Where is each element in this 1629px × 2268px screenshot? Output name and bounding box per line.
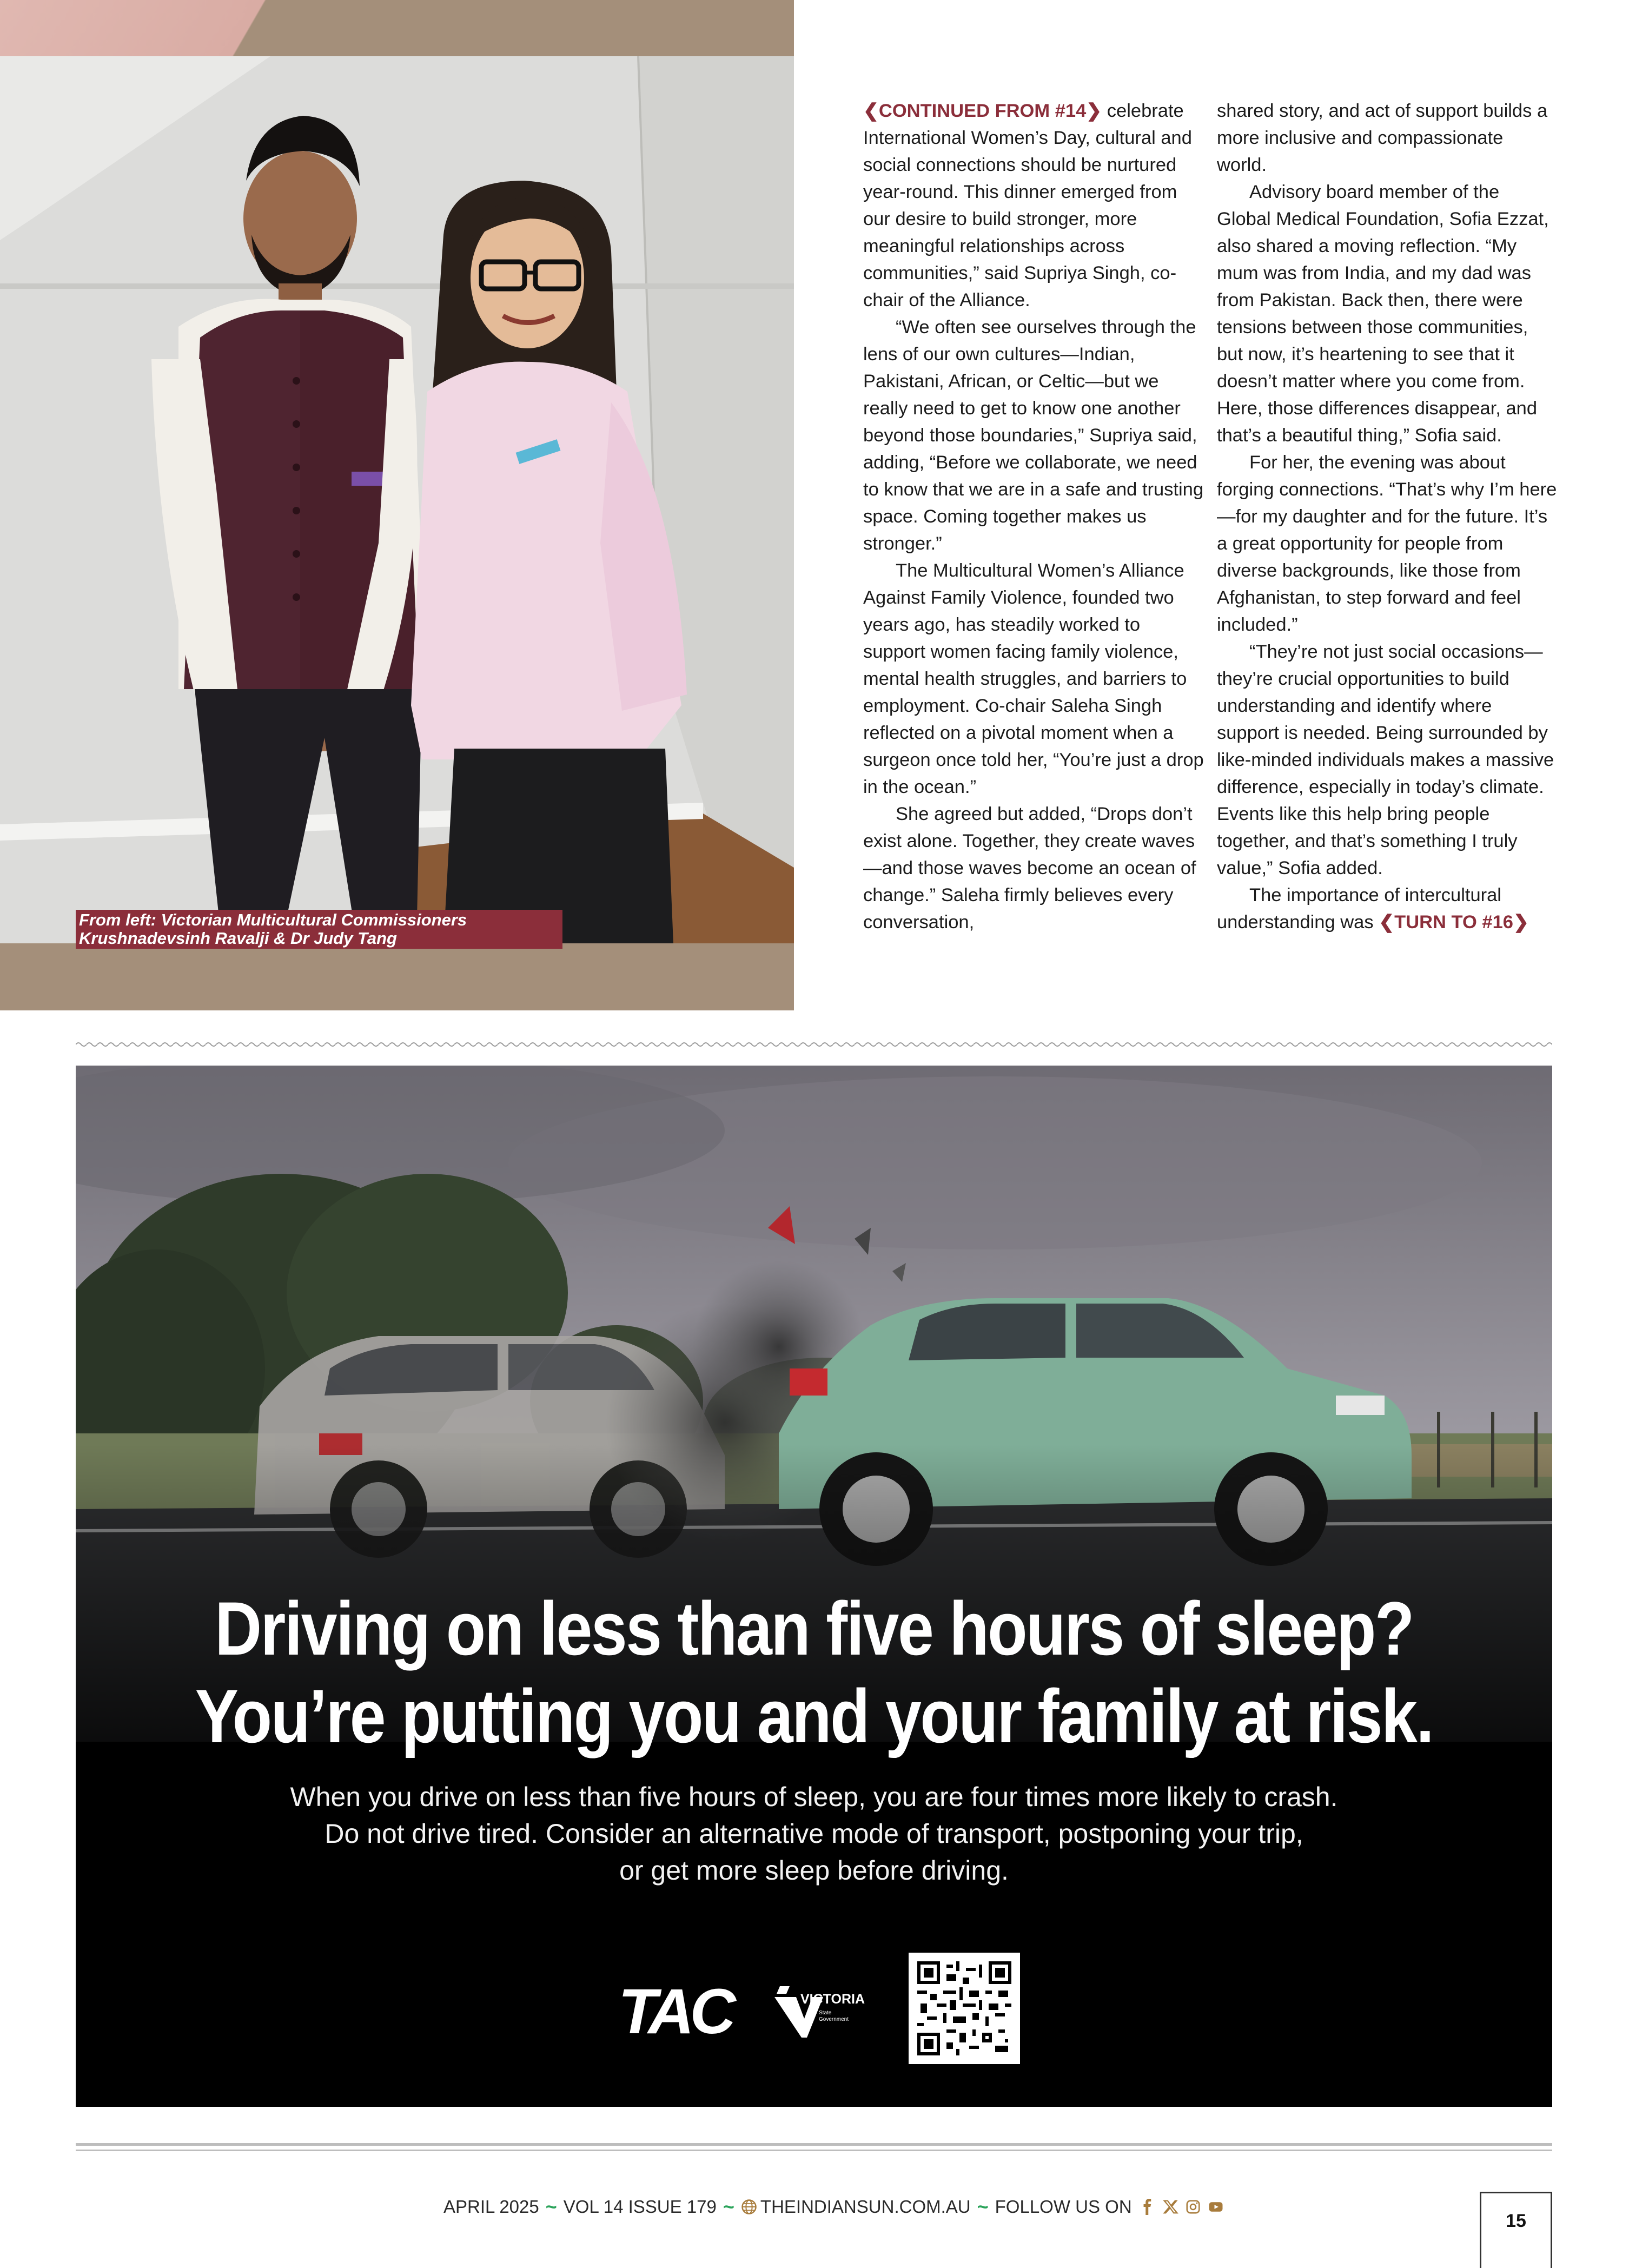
instagram-icon[interactable]: [1185, 2199, 1201, 2215]
continued-from-link[interactable]: ❮CONTINUED FROM #14❯: [863, 101, 1102, 121]
footer-issue: VOL 14 ISSUE 179: [563, 2197, 717, 2217]
article-paragraph: For her, the evening was about forging connections. “That’s why I’m here—for my daughter and for the future. It’s a great opportunity for people from diverse backgrounds, like those from Afghanistan, to step forward and feel included.”: [1217, 452, 1557, 635]
footer-date: APRIL 2025: [443, 2197, 539, 2217]
victoria-logo-sub2: Government: [819, 2016, 849, 2022]
tac-advertisement[interactable]: [76, 1066, 1552, 2107]
globe-icon: [741, 2199, 757, 2215]
article-paragraph: The Multicultural Women’s Alliance Against Family Violence, founded two years ago, has steadily worked to support women facing family violence, mental health struggles, and barriers to employment. Co-chair Saleha Singh reflected on a pivotal moment when a surgeon once told her, “You’re just a drop in the ocean.”: [863, 560, 1204, 797]
footer-follow-label: FOLLOW US ON: [995, 2197, 1132, 2217]
article-paragraph: [1217, 882, 1558, 936]
ad-logo-row: [76, 1953, 1552, 2066]
ad-headline-line2: You’re putting you and your family at risk.: [195, 1674, 1433, 1758]
paragraph-text: celebrate International Women’s Day, cultural and social connections should be nurtured year-round. This dinner emerged from our desire to build stronger, more meaningful relationships across communities,” said Supriya Singh, co-chair of the Alliance.: [863, 101, 1192, 310]
photo-illustration: [0, 56, 794, 943]
feature-photo: [0, 56, 794, 943]
footer-rule: [76, 2143, 1552, 2146]
article-paragraph: “We often see ourselves through the lens of our own cultures—Indian, Pakistani, African, or Celtic—but we really need to get to know one another beyond those boundaries,” Supriya said, adding, “Before we collaborate, we need to know that we are in a safe and trusting space. Coming together makes us stronger.”: [863, 317, 1204, 554]
footer-separator-icon: ~: [723, 2196, 734, 2218]
footer-rule: [76, 2150, 1552, 2151]
paragraph-text: The importance of intercultural understanding was: [1217, 885, 1501, 933]
youtube-icon[interactable]: [1208, 2199, 1224, 2215]
article-paragraph: [863, 97, 1204, 314]
wavy-divider: [76, 1041, 1552, 1048]
tac-logo: TAC: [618, 1976, 732, 2047]
qr-code[interactable]: [909, 1953, 1020, 2064]
article-paragraph: “They’re not just social occasions—they’re crucial opportunities to build understanding and identify where support is needed. Being surrounded by like-minded individuals makes a massive difference, especially in today’s climate. Events like this help bring people together, and that’s something I truly value,” Sofia added.: [1217, 642, 1554, 878]
photo-caption-line1: From left: Victorian Multicultural Commissioners: [79, 910, 467, 929]
social-icons: [1140, 2199, 1224, 2215]
article-paragraph: shared story, and act of support builds a more inclusive and compassionate world.: [1217, 101, 1548, 175]
ad-body-text: [76, 1778, 1552, 1889]
article-column-left: [863, 97, 1204, 936]
photo-caption: [76, 910, 562, 949]
feature-photo-block: [0, 0, 794, 1010]
article-column-right: [1217, 97, 1558, 936]
victoria-logo-sub1: State: [819, 2010, 832, 2016]
ad-body-line1: When you drive on less than five hours of sleep, you are four times more likely to crash.: [290, 1782, 1338, 1812]
footer-website-link[interactable]: THEINDIANSUN.COM.AU: [760, 2197, 971, 2217]
page-number: 15: [1480, 2192, 1552, 2268]
facebook-icon[interactable]: [1140, 2199, 1156, 2215]
photo-caption-line2: Krushnadevsinh Ravalji & Dr Judy Tang: [79, 929, 397, 948]
article-paragraph: Advisory board member of the Global Medical Foundation, Sofia Ezzat, also shared a moving reflection. “My mum was from India, and my dad was from Pakistan. Back then, there were tensions between those communities, but now, it’s heartening to see that it doesn’t matter where you come from. Here, those differences disappear, and that’s a beautiful thing,” Sofia said.: [1217, 182, 1549, 446]
ad-body-line3: or get more sleep before driving.: [619, 1855, 1009, 1886]
ad-headline-line1: Driving on less than five hours of sleep?: [215, 1586, 1413, 1671]
ad-headline: [179, 1585, 1449, 1760]
victoria-logo-subtext: [819, 2010, 849, 2023]
footer-separator-icon: ~: [545, 2196, 557, 2218]
ad-body-line2: Do not drive tired. Consider an alternative mode of transport, postponing your trip,: [325, 1819, 1303, 1849]
turn-to-link[interactable]: ❮TURN TO #16❯: [1379, 912, 1529, 933]
footer-separator-icon: ~: [977, 2196, 989, 2218]
victoria-logo-text: VICTORIA: [800, 1992, 865, 2007]
article-paragraph: She agreed but added, “Drops don’t exist alone. Together, they create waves—and those waves become an ocean of change.” Saleha firmly believes every conversation,: [863, 804, 1196, 933]
footer-info: [443, 2196, 1224, 2218]
x-icon[interactable]: [1162, 2199, 1178, 2215]
photo-decorative-stripe: [0, 0, 794, 56]
qr-code-icon: [917, 1961, 1011, 2055]
